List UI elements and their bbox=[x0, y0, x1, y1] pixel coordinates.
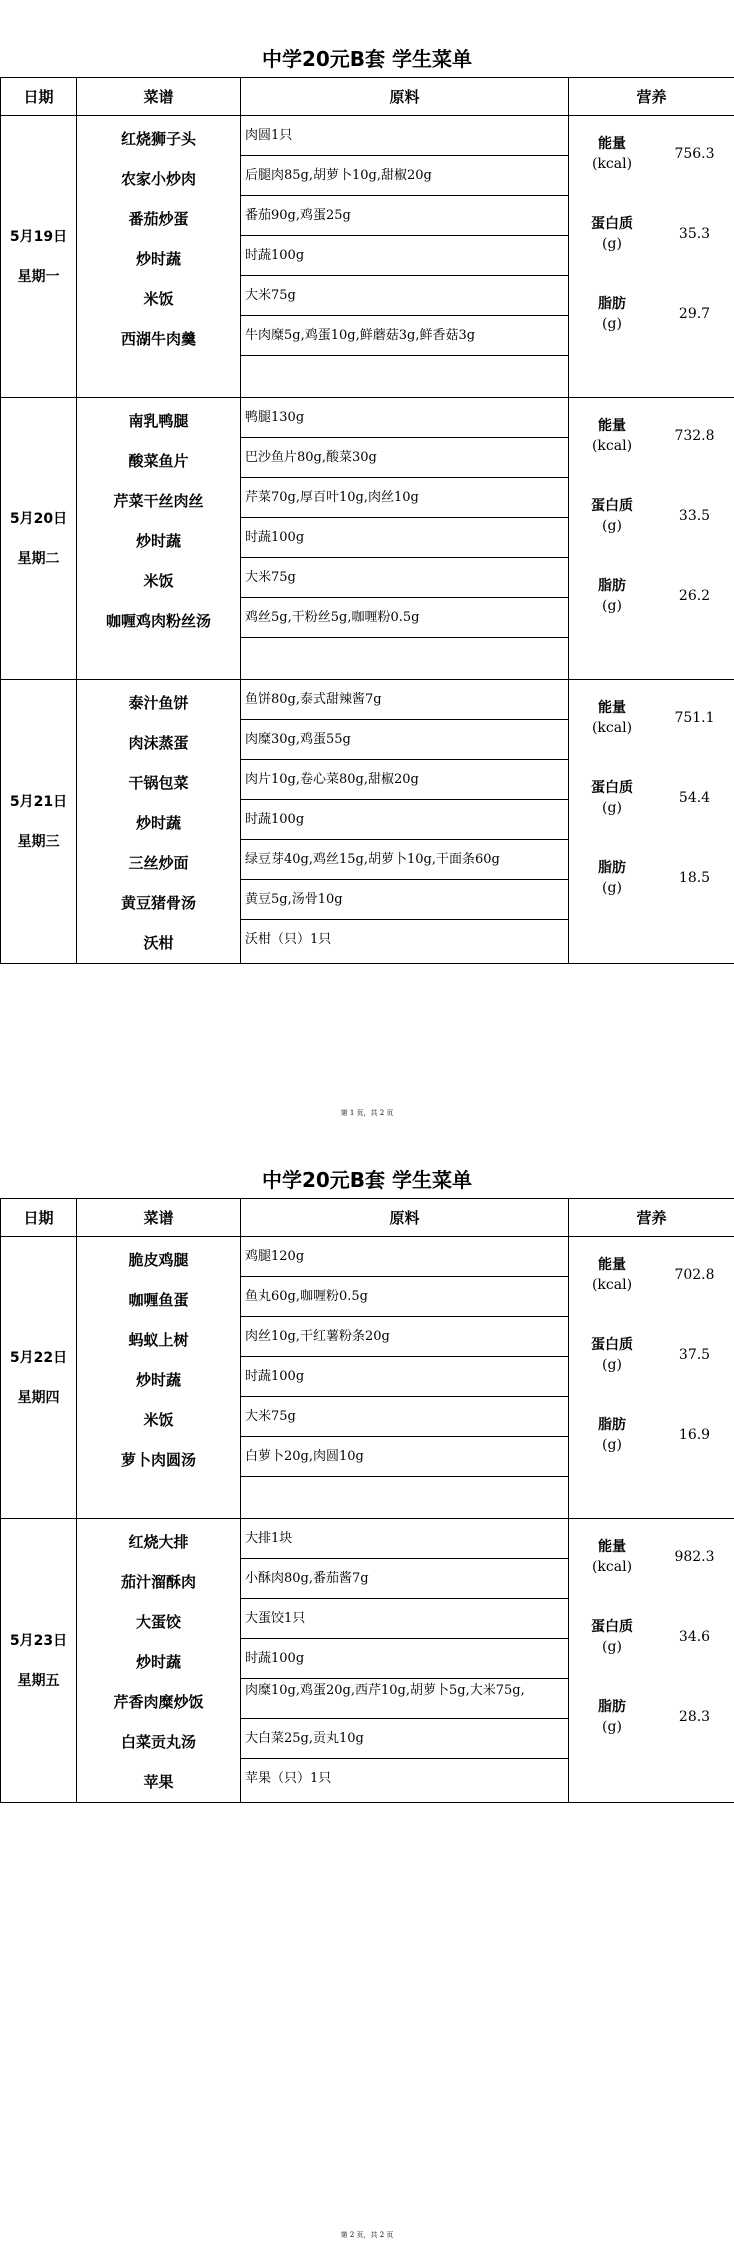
nutrition-label: 脂肪 bbox=[598, 296, 626, 312]
ingredient-item: 肉糜10g,鸡蛋20g,西芹10g,胡萝卜5g,大米75g, bbox=[241, 1679, 568, 1719]
dish-item: 西湖牛肉羹 bbox=[120, 330, 196, 348]
dish-item: 番茄炒蛋 bbox=[128, 210, 189, 228]
nutrition-label: 蛋白质 bbox=[591, 1337, 633, 1353]
nutrition-fat bbox=[569, 850, 734, 930]
dish-cell bbox=[77, 680, 241, 964]
nutrition-unit: (g) bbox=[602, 1719, 622, 1735]
ingredient-item: 肉糜30g,鸡蛋55g bbox=[241, 720, 568, 760]
ingredient-item: 大排1块 bbox=[241, 1519, 568, 1559]
ingredient-item: 肉圆1只 bbox=[241, 116, 568, 156]
nutrition-protein bbox=[569, 206, 734, 286]
nutrition-value: 756.3 bbox=[674, 146, 715, 162]
ingredient-item: 时蔬100g bbox=[241, 800, 568, 840]
ingredient-item: 苹果（只）1只 bbox=[245, 1771, 332, 1786]
weekday-label: 星期五 bbox=[17, 1672, 60, 1689]
nutrition-value: 751.1 bbox=[674, 710, 715, 726]
dish-item: 芹香肉糜炒饭 bbox=[113, 1693, 204, 1711]
nutrition-fat bbox=[569, 1407, 734, 1487]
date-cell bbox=[1, 116, 77, 398]
ingredient-item: 鱼饼80g,泰式甜辣酱7g bbox=[241, 680, 568, 720]
dish-item: 红烧狮子头 bbox=[120, 130, 196, 148]
date-label: 5月23日 bbox=[9, 1632, 68, 1649]
weekday-label: 星期四 bbox=[17, 1389, 60, 1406]
ingredient-item: 白萝卜20g,肉圆10g bbox=[241, 1437, 568, 1477]
nutrition-label: 蛋白质 bbox=[591, 1619, 633, 1635]
nutrition-label: 能量 bbox=[598, 700, 626, 716]
nutrition-label: 蛋白质 bbox=[591, 216, 633, 232]
nutrition-value: 28.3 bbox=[678, 1709, 711, 1725]
date-label: 5月20日 bbox=[9, 510, 68, 527]
page-footer: 第 2 页，共 2 页 bbox=[340, 2231, 394, 2239]
nutrition-cell bbox=[569, 1237, 734, 1519]
ingredient-item: 黄豆5g,汤骨10g bbox=[241, 880, 568, 920]
nutrition-unit: (g) bbox=[602, 236, 622, 252]
nutrition-label: 脂肪 bbox=[598, 860, 626, 876]
page-title: 中学20元B套 学生菜单 bbox=[261, 1168, 473, 1192]
nutrition-protein bbox=[569, 770, 734, 850]
ingredient-item: 大米75g bbox=[241, 558, 568, 598]
dish-item: 沃柑 bbox=[143, 934, 174, 952]
day-row bbox=[1, 1519, 734, 1803]
ingredient-item: 巴沙鱼片80g,酸菜30g bbox=[241, 438, 568, 478]
dish-item: 农家小炒肉 bbox=[120, 170, 196, 188]
page-footer: 第 1 页，共 2 页 bbox=[340, 1109, 394, 1117]
dish-item: 干锅包菜 bbox=[128, 774, 189, 792]
ingredient-item: 大蛋饺1只 bbox=[241, 1599, 568, 1639]
ingredients-cell bbox=[241, 398, 569, 680]
dish-item: 黄豆猪骨汤 bbox=[120, 894, 196, 912]
nutrition-value: 18.5 bbox=[678, 870, 711, 886]
page-title: 中学20元B套 学生菜单 bbox=[261, 47, 473, 71]
nutrition-unit: (kcal) bbox=[591, 438, 633, 454]
nutrition-fat bbox=[569, 568, 734, 648]
ingredient-item: 绿豆芽40g,鸡丝15g,胡萝卜10g,干面条60g bbox=[241, 840, 568, 880]
nutrition-energy bbox=[569, 1247, 734, 1327]
menu-table bbox=[0, 77, 734, 964]
ingredient-item: 大白菜25g,贡丸10g bbox=[241, 1719, 568, 1759]
nutrition-unit: (g) bbox=[602, 1437, 622, 1453]
header-date: 日期 bbox=[1, 78, 77, 116]
dish-item: 脆皮鸡腿 bbox=[128, 1251, 189, 1269]
nutrition-value: 26.2 bbox=[678, 588, 711, 604]
dish-item: 芹菜干丝肉丝 bbox=[113, 492, 204, 510]
nutrition-protein bbox=[569, 1327, 734, 1407]
date-cell bbox=[1, 398, 77, 680]
ingredients-cell bbox=[241, 1237, 569, 1519]
nutrition-unit: (kcal) bbox=[591, 720, 633, 736]
nutrition-label: 蛋白质 bbox=[591, 498, 633, 514]
nutrition-value: 29.7 bbox=[678, 306, 711, 322]
nutrition-value: 34.6 bbox=[678, 1629, 711, 1645]
ingredient-item: 番茄90g,鸡蛋25g bbox=[241, 196, 568, 236]
nutrition-unit: (g) bbox=[602, 800, 622, 816]
nutrition-energy bbox=[569, 1529, 734, 1609]
ingredient-item: 鱼丸60g,咖喱粉0.5g bbox=[241, 1277, 568, 1317]
dish-item: 米饭 bbox=[143, 572, 174, 590]
dish-item: 肉沫蒸蛋 bbox=[128, 734, 189, 752]
nutrition-energy bbox=[569, 408, 734, 488]
dish-cell bbox=[77, 398, 241, 680]
ingredient-item: 沃柑（只）1只 bbox=[245, 932, 332, 947]
nutrition-unit: (g) bbox=[602, 518, 622, 534]
date-cell bbox=[1, 1519, 77, 1803]
dish-item: 红烧大排 bbox=[128, 1533, 189, 1551]
nutrition-unit: (kcal) bbox=[591, 1277, 633, 1293]
ingredient-item: 时蔬100g bbox=[241, 236, 568, 276]
nutrition-value: 37.5 bbox=[678, 1347, 711, 1363]
nutrition-value: 702.8 bbox=[674, 1267, 715, 1283]
header-nutrition: 营养 bbox=[569, 1199, 734, 1237]
date-label: 5月21日 bbox=[9, 793, 68, 810]
day-row bbox=[1, 680, 734, 964]
nutrition-value: 732.8 bbox=[674, 428, 715, 444]
header-row bbox=[1, 1199, 734, 1237]
header-dish: 菜谱 bbox=[77, 78, 241, 116]
ingredient-item: 大米75g bbox=[241, 1397, 568, 1437]
dish-item: 炒时蔬 bbox=[135, 814, 181, 832]
day-row bbox=[1, 1237, 734, 1519]
nutrition-label: 能量 bbox=[598, 1539, 626, 1555]
ingredient-item: 大米75g bbox=[241, 276, 568, 316]
dish-item: 蚂蚁上树 bbox=[128, 1331, 189, 1349]
dish-item: 炒时蔬 bbox=[135, 532, 181, 550]
header-dish: 菜谱 bbox=[77, 1199, 241, 1237]
ingredients-cell bbox=[241, 680, 569, 964]
dish-item: 酸菜鱼片 bbox=[128, 452, 189, 470]
nutrition-protein bbox=[569, 488, 734, 568]
header-nutrition: 营养 bbox=[569, 78, 734, 116]
nutrition-cell bbox=[569, 398, 734, 680]
nutrition-unit: (g) bbox=[602, 1357, 622, 1373]
nutrition-protein bbox=[569, 1609, 734, 1689]
dish-item: 苹果 bbox=[143, 1773, 174, 1791]
nutrition-unit: (kcal) bbox=[591, 1559, 633, 1575]
header-ingredients: 原料 bbox=[241, 1199, 569, 1237]
header-row bbox=[1, 78, 734, 116]
ingredient-item: 肉丝10g,干红薯粉条20g bbox=[241, 1317, 568, 1357]
ingredient-item: 肉片10g,卷心菜80g,甜椒20g bbox=[241, 760, 568, 800]
nutrition-label: 能量 bbox=[598, 1257, 626, 1273]
ingredient-item: 小酥肉80g,番茄酱7g bbox=[241, 1559, 568, 1599]
weekday-label: 星期一 bbox=[17, 268, 60, 285]
nutrition-label: 蛋白质 bbox=[591, 780, 633, 796]
dish-item: 炒时蔬 bbox=[135, 1371, 181, 1389]
dish-item: 米饭 bbox=[143, 290, 174, 308]
nutrition-label: 能量 bbox=[598, 418, 626, 434]
dish-item: 炒时蔬 bbox=[135, 250, 181, 268]
dish-item: 茄汁溜酥肉 bbox=[120, 1573, 196, 1591]
nutrition-value: 982.3 bbox=[674, 1549, 715, 1565]
ingredient-item: 后腿肉85g,胡萝卜10g,甜椒20g bbox=[241, 156, 568, 196]
nutrition-unit: (g) bbox=[602, 1639, 622, 1655]
nutrition-label: 脂肪 bbox=[598, 578, 626, 594]
dish-item: 泰汁鱼饼 bbox=[128, 694, 189, 712]
nutrition-value: 54.4 bbox=[678, 790, 711, 806]
dish-item: 炒时蔬 bbox=[135, 1653, 181, 1671]
date-label: 5月22日 bbox=[9, 1349, 68, 1366]
ingredient-item: 鸡腿120g bbox=[241, 1237, 568, 1277]
dish-cell bbox=[77, 1237, 241, 1519]
nutrition-energy bbox=[569, 126, 734, 206]
nutrition-unit: (g) bbox=[602, 598, 622, 614]
nutrition-label: 脂肪 bbox=[598, 1699, 626, 1715]
ingredient-item bbox=[241, 638, 568, 678]
dish-item: 咖喱鸡肉粉丝汤 bbox=[105, 612, 211, 630]
ingredient-item: 牛肉糜5g,鸡蛋10g,鲜蘑菇3g,鲜香菇3g bbox=[241, 316, 568, 356]
dish-item: 三丝炒面 bbox=[128, 854, 189, 872]
weekday-label: 星期二 bbox=[17, 550, 60, 567]
date-label: 5月19日 bbox=[9, 228, 68, 245]
ingredient-item: 鸡丝5g,干粉丝5g,咖喱粉0.5g bbox=[241, 598, 568, 638]
ingredient-item bbox=[241, 1477, 568, 1517]
menu-table bbox=[0, 1198, 734, 1803]
nutrition-unit: (kcal) bbox=[591, 156, 633, 172]
ingredient-item bbox=[241, 356, 568, 396]
nutrition-unit: (g) bbox=[602, 880, 622, 896]
nutrition-value: 16.9 bbox=[678, 1427, 711, 1443]
weekday-label: 星期三 bbox=[17, 833, 60, 850]
ingredients-cell bbox=[241, 1519, 569, 1803]
date-cell bbox=[1, 1237, 77, 1519]
ingredient-item: 时蔬100g bbox=[241, 1639, 568, 1679]
dish-item: 南乳鸭腿 bbox=[128, 412, 189, 430]
header-date: 日期 bbox=[1, 1199, 77, 1237]
day-row bbox=[1, 116, 734, 398]
ingredient-item: 鸭腿130g bbox=[241, 398, 568, 438]
nutrition-label: 能量 bbox=[598, 136, 626, 152]
date-cell bbox=[1, 680, 77, 964]
dish-cell bbox=[77, 116, 241, 398]
dish-cell bbox=[77, 1519, 241, 1803]
ingredients-cell bbox=[241, 116, 569, 398]
header-ingredients: 原料 bbox=[241, 78, 569, 116]
nutrition-value: 33.5 bbox=[678, 508, 711, 524]
dish-item: 萝卜肉圆汤 bbox=[120, 1451, 196, 1469]
dish-item: 米饭 bbox=[143, 1411, 174, 1429]
nutrition-energy bbox=[569, 690, 734, 770]
dish-item: 咖喱鱼蛋 bbox=[128, 1291, 189, 1309]
nutrition-cell bbox=[569, 1519, 734, 1803]
nutrition-label: 脂肪 bbox=[598, 1417, 626, 1433]
nutrition-value: 35.3 bbox=[678, 226, 711, 242]
nutrition-cell bbox=[569, 116, 734, 398]
ingredient-item: 时蔬100g bbox=[241, 1357, 568, 1397]
nutrition-cell bbox=[569, 680, 734, 964]
ingredient-item: 时蔬100g bbox=[241, 518, 568, 558]
day-row bbox=[1, 398, 734, 680]
dish-item: 白菜贡丸汤 bbox=[120, 1733, 196, 1751]
nutrition-unit: (g) bbox=[602, 316, 622, 332]
nutrition-fat bbox=[569, 286, 734, 366]
dish-item: 大蛋饺 bbox=[135, 1613, 181, 1631]
ingredient-item: 芹菜70g,厚百叶10g,肉丝10g bbox=[241, 478, 568, 518]
nutrition-fat bbox=[569, 1689, 734, 1769]
